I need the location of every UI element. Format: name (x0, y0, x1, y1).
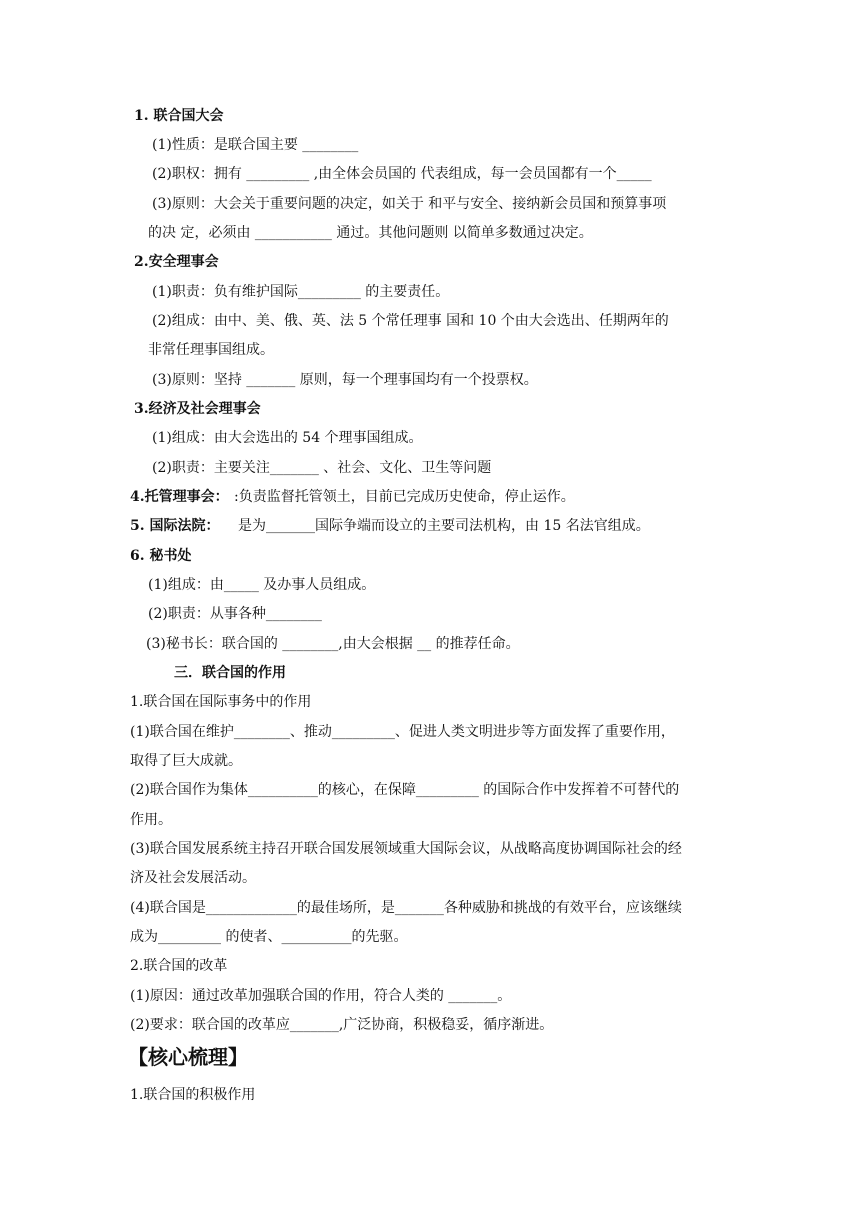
text-line: 是为_______国际争端而设立的主要司法机构，由 15 名法官组成。 (238, 518, 650, 534)
text-line: (2)组成：由中、美、俄、英、法 5 个常任理事 国和 10 个由大会选出、任期两年的 (152, 313, 669, 329)
text-line: (2)职权：拥有 _________ ,由全体会员国的 代表组成，每一会员国都有一个_____ (152, 166, 652, 182)
text-line: (3)联合国发展系统主持召开联合国发展领域重大国际会议，从战略高度协调国际社会的经 (130, 841, 682, 857)
heading-ecosoc: 3.经济及社会理事会 (134, 401, 261, 417)
text-line: (1)组成：由大会选出的 54 个理事国组成。 (152, 430, 423, 446)
text-line: (3)原则：大会关于重要问题的决定，如关于 和平与安全、接纳新会员国和预算事项 (152, 196, 667, 212)
text-line: (2)联合国作为集体__________的核心，在保障_________ 的国际合作中发挥着不可替代的 (130, 782, 680, 798)
text-line: 1.联合国的积极作用 (130, 1087, 256, 1103)
heading-trusteeship-council: 4.托管理事会： (130, 489, 229, 505)
text-line: 1.联合国在国际事务中的作用 (130, 694, 312, 710)
text-line: 的决 定，必须由 ___________ 通过。其他问题则 以简单多数通过决定。 (148, 225, 593, 241)
text-line: 成为_________ 的使者、__________的先驱。 (130, 929, 408, 945)
text-line: :负责监督托管领土，目前已完成历史使命，停止运作。 (234, 489, 575, 505)
text-line: (1)联合国在维护________、推动_________、促进人类文明进步等方面发挥了重要作用， (130, 724, 675, 740)
text-line: 作用。 (130, 812, 172, 828)
text-line: (2)要求：联合国的改革应_______,广泛协商，积极稳妥，循序渐进。 (130, 1017, 554, 1033)
heading-secretariat: 6. 秘书处 (130, 548, 192, 564)
heading-core-review: 【核心梳理】 (128, 1045, 248, 1069)
heading-icj: 5. 国际法院： (130, 518, 220, 534)
text-line: (3)秘书长：联合国的 ________,由大会根据 __ 的推荐任命。 (146, 636, 520, 652)
text-line: (1)性质：是联合国主要 ________ (152, 137, 359, 153)
text-line: (3)原则：坚持 _______ 原则，每一个理事国均有一个投票权。 (152, 372, 538, 388)
text-line: 2.联合国的改革 (130, 958, 228, 974)
text-line: 取得了巨大成就。 (130, 753, 242, 769)
text-line: (4)联合国是_____________的最佳场所，是_______各种威胁和挑战的有效平台，应该继续 (130, 900, 682, 916)
text-line: 济及社会发展活动。 (130, 870, 256, 886)
text-line: (1)职责：负有维护国际_________ 的主要责任。 (152, 284, 450, 300)
heading-general-assembly: 1. 联合国大会 (134, 108, 224, 124)
text-line: (1)原因：通过改革加强联合国的作用，符合人类的 _______。 (130, 988, 512, 1004)
text-line: (1)组成：由_____ 及办事人员组成。 (148, 577, 376, 593)
text-line: (2)职责：从事各种________ (148, 606, 322, 622)
heading-security-council: 2.安全理事会 (134, 254, 219, 270)
heading-un-role: 三．联合国的作用 (174, 665, 286, 681)
text-line: (2)职责：主要关注_______ 、社会、文化、卫生等问题 (152, 460, 492, 476)
text-line: 非常任理事国组成。 (148, 342, 274, 358)
